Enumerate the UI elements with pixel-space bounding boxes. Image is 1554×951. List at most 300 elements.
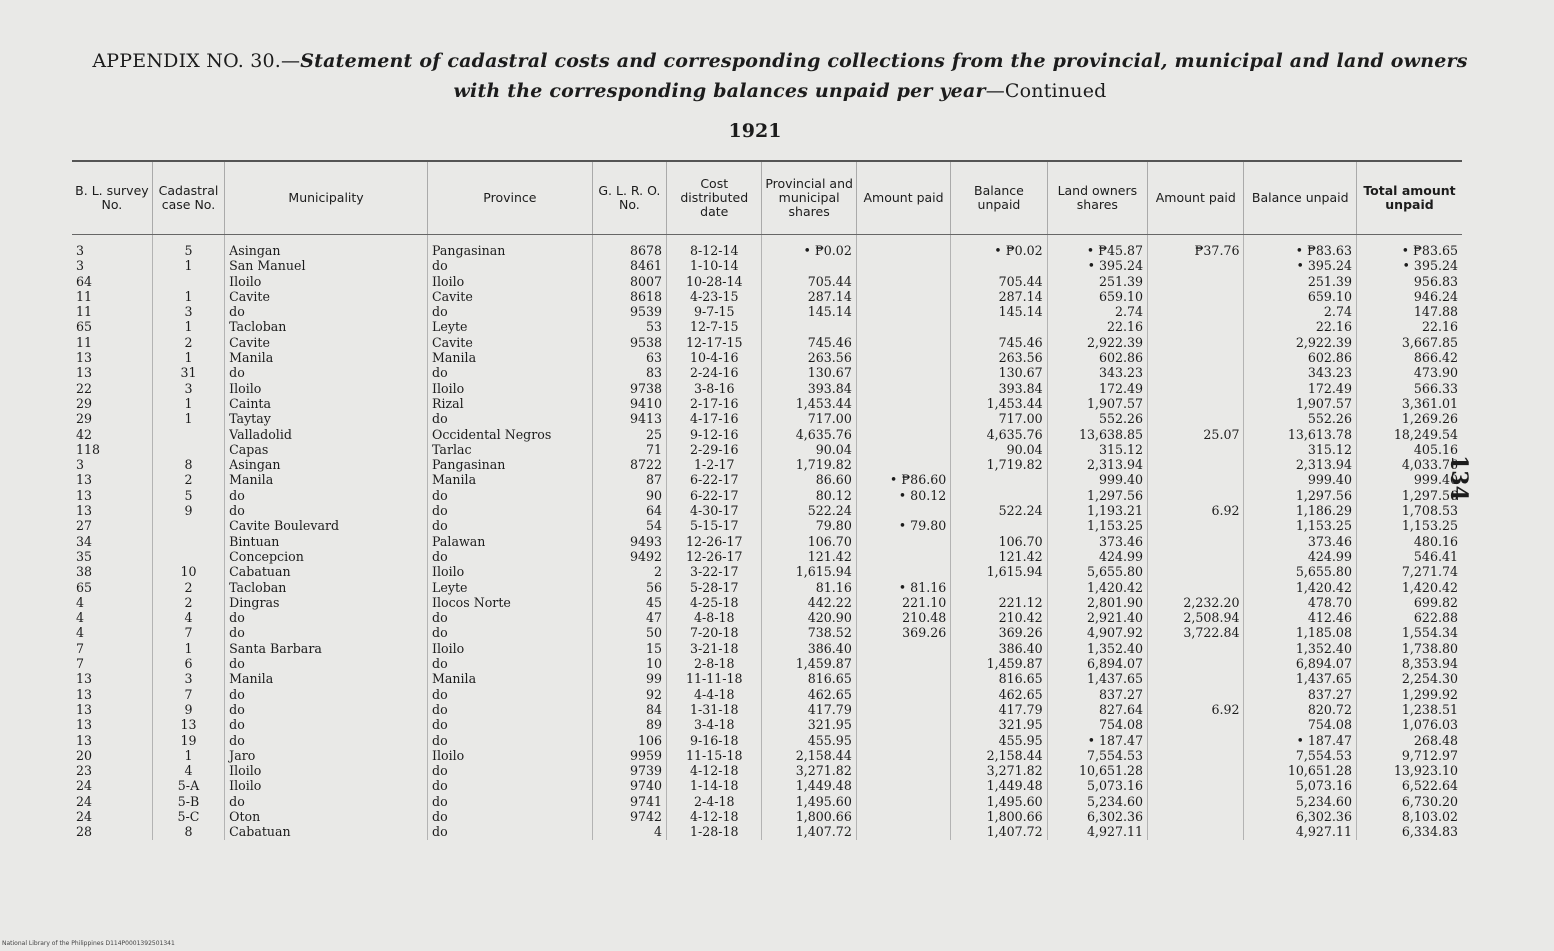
owners-paid-cell: 6.92 (1148, 503, 1244, 518)
glro-no-cell: 63 (592, 350, 666, 365)
municipality-cell: Manila (225, 350, 428, 365)
total-unpaid-cell: 1,238.51 (1401, 701, 1458, 717)
survey-no-cell: 11 (72, 335, 152, 350)
total-unpaid-cell: 999.40 (1413, 472, 1458, 488)
owners-shares-cell: 999.40 (1047, 472, 1147, 487)
provincial-balance-cell: 1,449.48 (951, 778, 1047, 793)
owners-balance-cell: 754.08 (1244, 717, 1356, 732)
table-row (72, 671, 1462, 686)
year-heading: 1921 (728, 120, 782, 142)
case-no-cell (152, 274, 224, 289)
provincial-paid-cell (856, 778, 950, 793)
provincial-shares-cell: 1,459.87 (762, 656, 856, 671)
municipality-cell: Manila (225, 671, 428, 686)
glro-no-cell: 83 (592, 365, 666, 380)
province-cell: do (428, 794, 593, 809)
table-row (72, 717, 1462, 732)
provincial-shares-cell: 393.84 (762, 381, 856, 396)
owners-balance-cell: 412.46 (1244, 610, 1356, 625)
owners-balance-cell: 4,927.11 (1244, 824, 1356, 839)
provincial-paid-cell (856, 319, 950, 334)
municipality-cell: Iloilo (225, 274, 428, 289)
provincial-shares-cell: 420.90 (762, 610, 856, 625)
owners-shares-cell: 6,302.36 (1047, 809, 1147, 824)
province-cell: Ilocos Norte (428, 595, 593, 610)
date-cell: 11-15-18 (667, 748, 762, 763)
owners-paid-cell (1148, 733, 1244, 748)
provincial-balance-cell: 90.04 (951, 442, 1047, 457)
date-cell: 5-28-17 (667, 580, 762, 595)
provincial-shares-cell: 121.42 (762, 549, 856, 564)
table-row (72, 595, 1462, 610)
province-cell: do (428, 411, 593, 426)
municipality-cell: do (225, 503, 428, 518)
provincial-paid-cell: • 79.80 (856, 518, 950, 533)
glro-no-cell: 8007 (592, 274, 666, 289)
provincial-paid-cell: 369.26 (856, 625, 950, 640)
survey-no-cell: 13 (72, 733, 152, 748)
province-cell: Iloilo (428, 641, 593, 656)
archive-footer-note: National Library of the Philippines D114P0001392501341 (2, 940, 175, 947)
owners-balance-cell: 13,613.78 (1244, 427, 1356, 442)
survey-no-cell: 22 (72, 381, 152, 396)
provincial-paid-cell: • ₱86.60 (856, 472, 950, 487)
case-no-cell: 2 (152, 580, 224, 595)
provincial-balance-cell: 1,407.72 (951, 824, 1047, 839)
owners-shares-cell: 2,313.94 (1047, 457, 1147, 472)
survey-no-cell: 24 (72, 809, 152, 824)
survey-no-cell: 11 (72, 289, 152, 304)
owners-balance-cell: 820.72 (1244, 702, 1356, 717)
provincial-shares-cell: 80.12 (762, 488, 856, 503)
provincial-balance-cell: 745.46 (951, 335, 1047, 350)
total-unpaid-cell: 3,667.85 (1401, 334, 1458, 350)
provincial-balance-cell: 121.42 (951, 549, 1047, 564)
provincial-balance-cell: 386.40 (951, 641, 1047, 656)
owners-balance-cell: 424.99 (1244, 549, 1356, 564)
glro-no-cell: 54 (592, 518, 666, 533)
owners-shares-cell: 1,153.25 (1047, 518, 1147, 533)
owners-shares-cell: 373.46 (1047, 534, 1147, 549)
provincial-paid-cell (856, 549, 950, 564)
provincial-balance-cell: 1,615.94 (951, 564, 1047, 579)
total-unpaid-cell: 3,361.01 (1401, 395, 1458, 411)
case-no-cell (152, 427, 224, 442)
provincial-balance-cell: 522.24 (951, 503, 1047, 518)
total-unpaid-cell: 8,353.94 (1401, 656, 1458, 672)
owners-shares-cell: 827.64 (1047, 702, 1147, 717)
owners-paid-cell (1148, 518, 1244, 533)
provincial-shares-cell: 1,800.66 (762, 809, 856, 824)
provincial-shares-cell: 417.79 (762, 702, 856, 717)
total-unpaid-cell: 147.88 (1413, 304, 1458, 320)
date-cell: 4-23-15 (667, 289, 762, 304)
provincial-shares-cell: 106.70 (762, 534, 856, 549)
survey-no-cell: 65 (72, 580, 152, 595)
case-no-cell: 1 (152, 289, 224, 304)
province-cell: do (428, 824, 593, 839)
provincial-shares-cell: 462.65 (762, 687, 856, 702)
total-unpaid-cell: 13,923.10 (1393, 763, 1458, 779)
title-suffix: —Continued (985, 80, 1107, 102)
survey-no-cell: 13 (72, 488, 152, 503)
provincial-shares-cell: 1,719.82 (762, 457, 856, 472)
provincial-balance-cell: 462.65 (951, 687, 1047, 702)
glro-no-cell: 8618 (592, 289, 666, 304)
date-cell: 4-4-18 (667, 687, 762, 702)
owners-balance-cell: 343.23 (1244, 365, 1356, 380)
municipality-cell: do (225, 687, 428, 702)
case-no-cell: 13 (152, 717, 224, 732)
date-cell: 8-12-14 (667, 235, 762, 259)
case-no-cell: 2 (152, 595, 224, 610)
glro-no-cell: 84 (592, 702, 666, 717)
glro-no-cell: 71 (592, 442, 666, 457)
table-row (72, 427, 1462, 442)
owners-balance-cell: 5,073.16 (1244, 778, 1356, 793)
provincial-shares-cell: 90.04 (762, 442, 856, 457)
survey-no-cell: 7 (72, 641, 152, 656)
provincial-balance-cell: • ₱0.02 (951, 235, 1047, 259)
table-row (72, 809, 1462, 824)
total-unpaid-cell: 1,153.25 (1401, 518, 1458, 534)
date-cell: 4-25-18 (667, 595, 762, 610)
owners-balance-cell: 602.86 (1244, 350, 1356, 365)
province-cell: Manila (428, 671, 593, 686)
owners-balance-cell: 7,554.53 (1244, 748, 1356, 763)
owners-balance-cell: 1,153.25 (1244, 518, 1356, 533)
survey-no-cell: 3 (72, 258, 152, 273)
owners-shares-cell: 1,193.21 (1047, 503, 1147, 518)
date-cell: 4-12-18 (667, 763, 762, 778)
survey-no-cell: 38 (72, 564, 152, 579)
glro-no-cell: 106 (592, 733, 666, 748)
provincial-paid-cell (856, 794, 950, 809)
owners-balance-cell: • ₱83.63 (1244, 235, 1356, 259)
total-unpaid-cell: 1,299.92 (1401, 686, 1458, 702)
province-cell: Iloilo (428, 564, 593, 579)
owners-paid-cell (1148, 671, 1244, 686)
case-no-cell: 3 (152, 671, 224, 686)
table-row (72, 335, 1462, 350)
province-cell: do (428, 763, 593, 778)
table-row (72, 518, 1462, 533)
case-no-cell: 3 (152, 381, 224, 396)
column-header: Provincial and municipal shares (762, 161, 856, 235)
province-cell: do (428, 625, 593, 640)
table-row (72, 610, 1462, 625)
owners-paid-cell (1148, 824, 1244, 839)
provincial-shares-cell: • ₱0.02 (762, 235, 856, 259)
date-cell: 4-30-17 (667, 503, 762, 518)
owners-shares-cell: 2.74 (1047, 304, 1147, 319)
owners-paid-cell: 3,722.84 (1148, 625, 1244, 640)
table-row (72, 319, 1462, 334)
table-row (72, 274, 1462, 289)
glro-no-cell: 53 (592, 319, 666, 334)
municipality-cell: Dingras (225, 595, 428, 610)
owners-shares-cell: 7,554.53 (1047, 748, 1147, 763)
page-number: 134 (1446, 455, 1472, 501)
provincial-shares-cell: 738.52 (762, 625, 856, 640)
case-no-cell: 31 (152, 365, 224, 380)
provincial-shares-cell: 321.95 (762, 717, 856, 732)
municipality-cell: do (225, 610, 428, 625)
owners-balance-cell: 172.49 (1244, 381, 1356, 396)
total-unpaid-cell: • ₱83.65 (1401, 243, 1458, 258)
owners-shares-cell: 1,420.42 (1047, 580, 1147, 595)
provincial-shares-cell: 705.44 (762, 274, 856, 289)
date-cell: 11-11-18 (667, 671, 762, 686)
provincial-balance-cell: 3,271.82 (951, 763, 1047, 778)
owners-balance-cell: 2.74 (1244, 304, 1356, 319)
owners-balance-cell: 999.40 (1244, 472, 1356, 487)
case-no-cell: 6 (152, 656, 224, 671)
owners-balance-cell: 2,313.94 (1244, 457, 1356, 472)
case-no-cell: 9 (152, 503, 224, 518)
case-no-cell (152, 518, 224, 533)
owners-paid-cell (1148, 457, 1244, 472)
provincial-balance-cell: 816.65 (951, 671, 1047, 686)
survey-no-cell: 65 (72, 319, 152, 334)
total-unpaid-cell: 18,249.54 (1393, 426, 1458, 442)
table-row (72, 778, 1462, 793)
owners-balance-cell: 1,297.56 (1244, 488, 1356, 503)
column-header: Province (428, 161, 593, 235)
owners-balance-cell: 1,437.65 (1244, 671, 1356, 686)
provincial-balance-cell: 210.42 (951, 610, 1047, 625)
date-cell: 4-12-18 (667, 809, 762, 824)
municipality-cell: Capas (225, 442, 428, 457)
province-cell: Rizal (428, 396, 593, 411)
provincial-shares-cell: 1,407.72 (762, 824, 856, 839)
province-cell: Tarlac (428, 442, 593, 457)
owners-shares-cell: 2,921.40 (1047, 610, 1147, 625)
provincial-balance-cell (951, 472, 1047, 487)
total-unpaid-cell: 866.42 (1413, 350, 1458, 366)
provincial-shares-cell: 263.56 (762, 350, 856, 365)
column-header: G. L. R. O. No. (592, 161, 666, 235)
table-row (72, 365, 1462, 380)
column-header: Balance unpaid (951, 161, 1047, 235)
table-row (72, 564, 1462, 579)
survey-no-cell: 4 (72, 625, 152, 640)
case-no-cell: 7 (152, 625, 224, 640)
glro-no-cell: 8461 (592, 258, 666, 273)
case-no-cell: 1 (152, 748, 224, 763)
owners-paid-cell (1148, 717, 1244, 732)
date-cell: 3-4-18 (667, 717, 762, 732)
owners-shares-cell: 4,907.92 (1047, 625, 1147, 640)
date-cell: 12-17-15 (667, 335, 762, 350)
owners-shares-cell: 1,352.40 (1047, 641, 1147, 656)
total-unpaid-cell: 8,103.02 (1401, 808, 1458, 824)
date-cell: 5-15-17 (667, 518, 762, 533)
owners-shares-cell: • 187.47 (1047, 733, 1147, 748)
survey-no-cell: 3 (72, 457, 152, 472)
owners-balance-cell: 1,907.57 (1244, 396, 1356, 411)
owners-balance-cell: 315.12 (1244, 442, 1356, 457)
provincial-shares-cell: 522.24 (762, 503, 856, 518)
date-cell: 6-22-17 (667, 472, 762, 487)
municipality-cell: do (225, 794, 428, 809)
date-cell: 9-7-15 (667, 304, 762, 319)
glro-no-cell: 9492 (592, 549, 666, 564)
glro-no-cell: 99 (592, 671, 666, 686)
owners-shares-cell: 5,655.80 (1047, 564, 1147, 579)
case-no-cell: 7 (152, 687, 224, 702)
case-no-cell: 10 (152, 564, 224, 579)
survey-no-cell: 4 (72, 610, 152, 625)
survey-no-cell: 64 (72, 274, 152, 289)
total-unpaid-cell: 7,271.74 (1401, 564, 1458, 580)
table-row (72, 824, 1462, 839)
owners-paid-cell (1148, 763, 1244, 778)
column-header: Amount paid (1148, 161, 1244, 235)
date-cell: 7-20-18 (667, 625, 762, 640)
owners-paid-cell (1148, 534, 1244, 549)
table-row (72, 235, 1462, 259)
provincial-paid-cell (856, 411, 950, 426)
total-unpaid-cell: 6,730.20 (1401, 793, 1458, 809)
column-header: B. L. survey No. (72, 161, 152, 235)
glro-no-cell: 8678 (592, 235, 666, 259)
provincial-shares-cell: 1,615.94 (762, 564, 856, 579)
provincial-paid-cell (856, 733, 950, 748)
table-row (72, 503, 1462, 518)
date-cell: 9-16-18 (667, 733, 762, 748)
owners-balance-cell: 1,185.08 (1244, 625, 1356, 640)
provincial-shares-cell: 130.67 (762, 365, 856, 380)
case-no-cell: 1 (152, 411, 224, 426)
province-cell: Iloilo (428, 274, 593, 289)
total-unpaid-cell: 9,712.97 (1401, 747, 1458, 763)
date-cell: 12-26-17 (667, 534, 762, 549)
provincial-paid-cell: • 80.12 (856, 488, 950, 503)
provincial-balance-cell: 145.14 (951, 304, 1047, 319)
case-no-cell: 4 (152, 763, 224, 778)
date-cell: 2-17-16 (667, 396, 762, 411)
date-cell: 12-26-17 (667, 549, 762, 564)
owners-balance-cell: 10,651.28 (1244, 763, 1356, 778)
case-no-cell: 1 (152, 319, 224, 334)
survey-no-cell: 28 (72, 824, 152, 839)
provincial-paid-cell (856, 258, 950, 273)
total-unpaid-cell: 22.16 (1421, 319, 1458, 335)
case-no-cell: 1 (152, 258, 224, 273)
date-cell: 1-2-17 (667, 457, 762, 472)
table-row (72, 381, 1462, 396)
date-cell: 2-24-16 (667, 365, 762, 380)
title-italic-line1: Statement of cadastral costs and corresponding collections from the provincial, municipal and land owners (300, 50, 1468, 72)
provincial-paid-cell (856, 671, 950, 686)
owners-balance-cell: 659.10 (1244, 289, 1356, 304)
provincial-paid-cell: 221.10 (856, 595, 950, 610)
column-header: Cost distributed date (667, 161, 762, 235)
owners-shares-cell: 4,927.11 (1047, 824, 1147, 839)
provincial-paid-cell (856, 656, 950, 671)
glro-no-cell: 9413 (592, 411, 666, 426)
municipality-cell: Oton (225, 809, 428, 824)
date-cell: 2-8-18 (667, 656, 762, 671)
municipality-cell: Asingan (225, 457, 428, 472)
province-cell: do (428, 702, 593, 717)
provincial-shares-cell: 2,158.44 (762, 748, 856, 763)
column-header: Municipality (225, 161, 428, 235)
total-unpaid-cell: 4,033.76 (1401, 457, 1458, 473)
owners-balance-cell: 1,352.40 (1244, 641, 1356, 656)
table-row (72, 733, 1462, 748)
total-unpaid-cell: 546.41 (1413, 548, 1458, 564)
survey-no-cell: 13 (72, 350, 152, 365)
provincial-paid-cell (856, 564, 950, 579)
owners-balance-cell: 373.46 (1244, 534, 1356, 549)
province-cell: Palawan (428, 534, 593, 549)
glro-no-cell: 90 (592, 488, 666, 503)
total-unpaid-cell: 268.48 (1413, 732, 1458, 748)
total-unpaid-cell: 1,554.34 (1401, 625, 1458, 641)
provincial-balance-cell: 417.79 (951, 702, 1047, 717)
provincial-balance-cell: 130.67 (951, 365, 1047, 380)
date-cell: 3-21-18 (667, 641, 762, 656)
owners-paid-cell (1148, 748, 1244, 763)
table-row (72, 763, 1462, 778)
case-no-cell: 2 (152, 335, 224, 350)
date-cell: 10-4-16 (667, 350, 762, 365)
total-unpaid-cell: 405.16 (1413, 441, 1458, 457)
glro-no-cell: 9741 (592, 794, 666, 809)
column-header: Cadastral case No. (152, 161, 224, 235)
survey-no-cell: 118 (72, 442, 152, 457)
provincial-paid-cell (856, 702, 950, 717)
municipality-cell: Asingan (225, 235, 428, 259)
provincial-paid-cell: • 81.16 (856, 580, 950, 595)
owners-balance-cell: • 395.24 (1244, 258, 1356, 273)
glro-no-cell: 9539 (592, 304, 666, 319)
owners-shares-cell: 1,907.57 (1047, 396, 1147, 411)
column-header: Amount paid (856, 161, 950, 235)
survey-no-cell: 13 (72, 717, 152, 732)
case-no-cell (152, 442, 224, 457)
provincial-balance-cell: 1,495.60 (951, 794, 1047, 809)
owners-paid-cell (1148, 549, 1244, 564)
survey-no-cell: 34 (72, 534, 152, 549)
province-cell: do (428, 304, 593, 319)
glro-no-cell: 56 (592, 580, 666, 595)
table-row (72, 411, 1462, 426)
glro-no-cell: 64 (592, 503, 666, 518)
total-unpaid-cell: 6,334.83 (1401, 824, 1458, 840)
owners-shares-cell: 343.23 (1047, 365, 1147, 380)
table-row (72, 457, 1462, 472)
province-cell: do (428, 488, 593, 503)
provincial-shares-cell: 455.95 (762, 733, 856, 748)
survey-no-cell: 29 (72, 396, 152, 411)
owners-shares-cell: 13,638.85 (1047, 427, 1147, 442)
glro-no-cell: 10 (592, 656, 666, 671)
glro-no-cell: 15 (592, 641, 666, 656)
provincial-shares-cell: 386.40 (762, 641, 856, 656)
owners-shares-cell: 2,922.39 (1047, 335, 1147, 350)
owners-shares-cell: • ₱45.87 (1047, 235, 1147, 259)
glro-no-cell: 8722 (592, 457, 666, 472)
owners-paid-cell (1148, 778, 1244, 793)
table-row (72, 641, 1462, 656)
provincial-balance-cell: 455.95 (951, 733, 1047, 748)
survey-no-cell: 3 (72, 235, 152, 259)
owners-paid-cell: 25.07 (1148, 427, 1244, 442)
province-cell: do (428, 717, 593, 732)
